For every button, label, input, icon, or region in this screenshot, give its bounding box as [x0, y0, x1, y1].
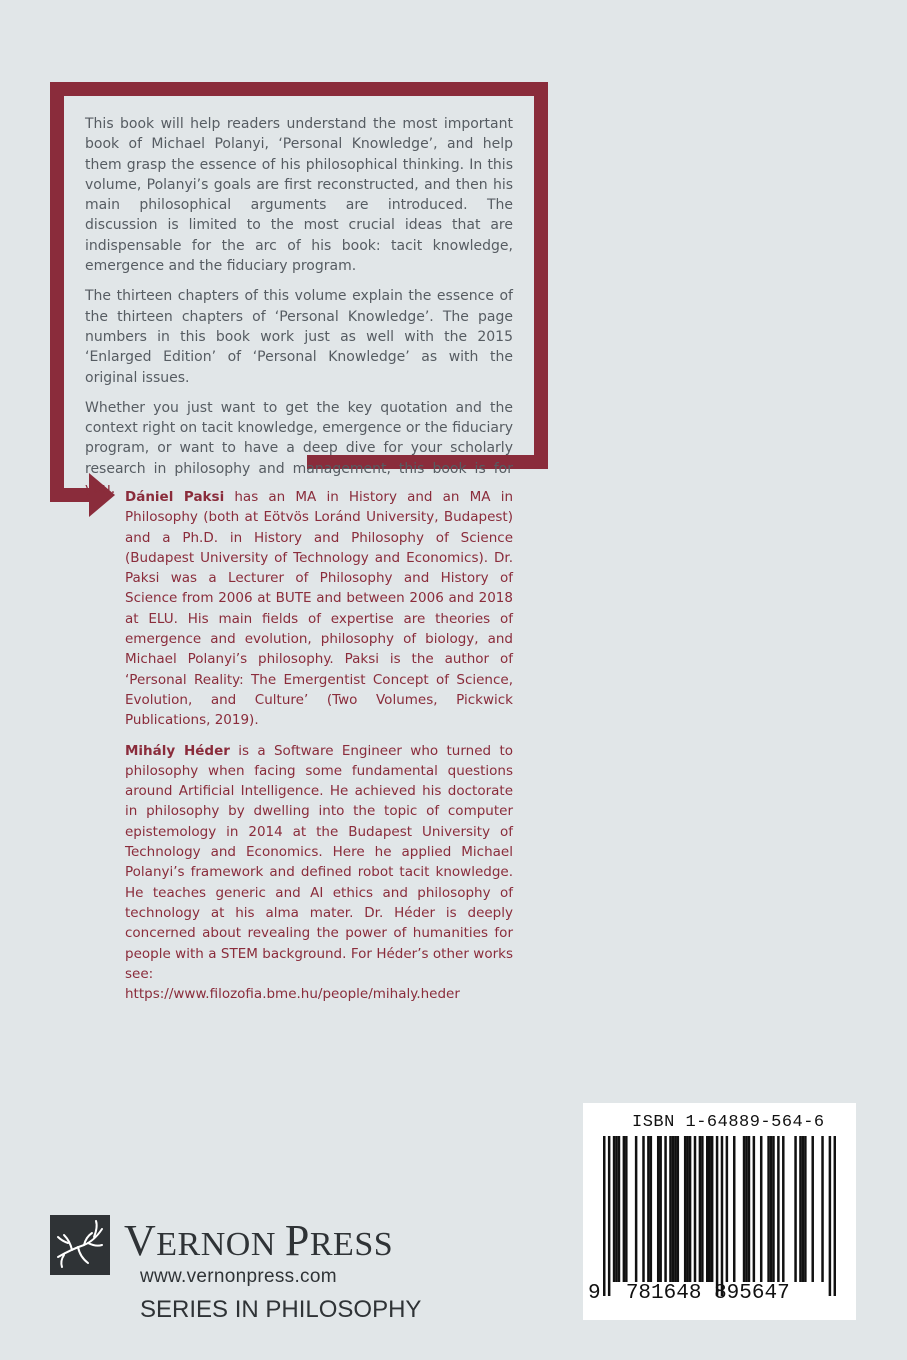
barcode-bar	[625, 1136, 628, 1282]
author-bio-text: is a Software Engineer who turned to philosophy when facing some fundamental questions around Artificial Intelligence. He achieved his doctorate in philosophy by dwelling into the topic of computer epistemology in 2014 at the Budapest University of Technology and Economics. Here he applied Michael Polanyi’s framework and defined robot tacit knowledge. He teaches generic and AI ethics and philosophy of technology at his alma mater. Dr. Héder is deeply concerned about revealing the power of humanities for people with a STEM background. For Héder’s other works see:	[125, 742, 513, 982]
description-paragraph-text: Whether you just want to get the key quotation and the context right on tacit knowledge, emergence or the fiduciary program, or want to have a deep dive for your scholarly research in philosophy and management, this book is for	[85, 399, 513, 477]
description-paragraph	[85, 398, 513, 499]
highlight-you: you.	[85, 481, 116, 498]
barcode-bar	[829, 1136, 832, 1296]
barcode-bar	[672, 1136, 675, 1282]
barcode-bar	[608, 1136, 611, 1296]
series-title: SERIES IN PHILOSOPHY	[140, 1296, 422, 1323]
barcode-bar	[647, 1136, 650, 1282]
brand-cap: P	[284, 1216, 310, 1265]
author-bio-heder	[125, 741, 513, 1005]
author-bio-paksi	[125, 487, 513, 731]
barcode-bar	[821, 1136, 824, 1282]
barcode-bar	[777, 1136, 780, 1282]
barcode-bar	[772, 1136, 775, 1282]
tree-branch-icon	[50, 1215, 110, 1275]
barcode-bar	[689, 1136, 692, 1282]
description-paragraph: This book will help readers understand the most important book of Michael Polanyi, ‘Personal Knowledge’, and help them grasp the essence of his philosophical thinking. In this volume, Polanyi’s goals are first reconstructed, and then his main philosophical arguments are introduced. The discussion is limited to the most crucial ideas that are indispensable for the arc of his book: tacit knowledge, emergence and the fiduciary program.	[85, 116, 513, 275]
brand-cap: V	[124, 1216, 157, 1265]
barcode-bar	[615, 1136, 618, 1282]
barcode-bar	[613, 1136, 616, 1282]
barcode-bar	[716, 1136, 719, 1296]
author-bio-text: has an MA in History and an MA in Philosophy (both at Eötvös Loránd University, Budapest) and a Ph.D. in History and Philosophy of Science (Budapest University of Technology and Economics). Dr. Paksi was a Lecturer of Philosophy and History of Science from 2006 at BUTE and between 2006 and 2018 at ELU. His main fields of expertise are theories of emergence and evolution, philosophy of biology, and Michael Polanyi’s philosophy. Paksi is the author of ‘Personal Reality: The Emergentist Concept of Science, Evolution, and Culture’ (Two Volumes, Pickwick Publications, 2019).	[125, 489, 514, 729]
publisher-logo	[50, 1215, 110, 1275]
barcode-bar	[708, 1136, 711, 1282]
barcode-bar	[669, 1136, 672, 1282]
barcode-bar	[726, 1136, 729, 1282]
barcode-bar	[642, 1136, 645, 1282]
barcode-bar	[664, 1136, 667, 1282]
barcode-bar	[753, 1136, 756, 1282]
barcode-bar	[782, 1136, 785, 1282]
barcode-bar	[794, 1136, 797, 1282]
author-name: Dániel Paksi	[125, 489, 225, 505]
ean-first-digit: 9	[588, 1282, 601, 1305]
barcode-bar	[674, 1136, 677, 1282]
barcode-bar	[699, 1136, 702, 1282]
ean-digits	[588, 1282, 790, 1305]
barcode-bar	[650, 1136, 653, 1282]
ean-left-group: 781648	[625, 1282, 702, 1305]
barcode-bar	[767, 1136, 770, 1282]
book-description	[85, 114, 513, 509]
barcode-bar	[659, 1136, 662, 1282]
author-name: Mihály Héder	[125, 742, 230, 759]
barcode-bar	[711, 1136, 714, 1282]
barcode-bar	[677, 1136, 680, 1282]
barcode-bar	[684, 1136, 687, 1282]
barcode-bar	[770, 1136, 773, 1282]
barcode-bar	[760, 1136, 763, 1282]
barcode-bar	[701, 1136, 704, 1282]
ean-right-group: 895647	[714, 1282, 790, 1305]
barcode-bar	[745, 1136, 748, 1282]
description-paragraph: The thirteen chapters of this volume explain the essence of the thirteen chapters of ‘Personal Knowledge’. The page numbers in this book work just as well with the 2015 ‘Enlarged Edition’ of ‘Personal Knowledge’ as with the original issues.	[85, 288, 513, 386]
barcode-bar	[623, 1136, 626, 1282]
barcode-bar	[603, 1136, 606, 1296]
barcode-bar	[721, 1136, 724, 1296]
barcode-bar	[686, 1136, 689, 1282]
barcode-bar	[706, 1136, 709, 1282]
brand-rest: ERNON	[156, 1226, 285, 1263]
barcode-bar	[635, 1136, 638, 1282]
publisher-name	[124, 1216, 394, 1265]
barcode-bar	[799, 1136, 802, 1282]
barcode-bar	[811, 1136, 814, 1282]
isbn-label: ISBN 1-64889-564-6	[632, 1113, 825, 1132]
barcode-bar	[802, 1136, 805, 1282]
barcode-bars	[603, 1136, 836, 1296]
barcode-bar	[733, 1136, 736, 1282]
barcode-bar	[834, 1136, 836, 1296]
barcode-bar	[694, 1136, 697, 1282]
author-website-link[interactable]: https://www.filozofia.bme.hu/people/mihaly.heder	[125, 986, 460, 1003]
publisher-website[interactable]: www.vernonpress.com	[140, 1266, 337, 1287]
author-bios	[125, 487, 513, 1014]
barcode-bar	[748, 1136, 751, 1282]
barcode-bar	[804, 1136, 807, 1282]
brand-rest: RESS	[309, 1226, 394, 1263]
barcode-bar	[743, 1136, 746, 1282]
barcode-bar	[618, 1136, 621, 1282]
barcode-bar	[657, 1136, 660, 1282]
